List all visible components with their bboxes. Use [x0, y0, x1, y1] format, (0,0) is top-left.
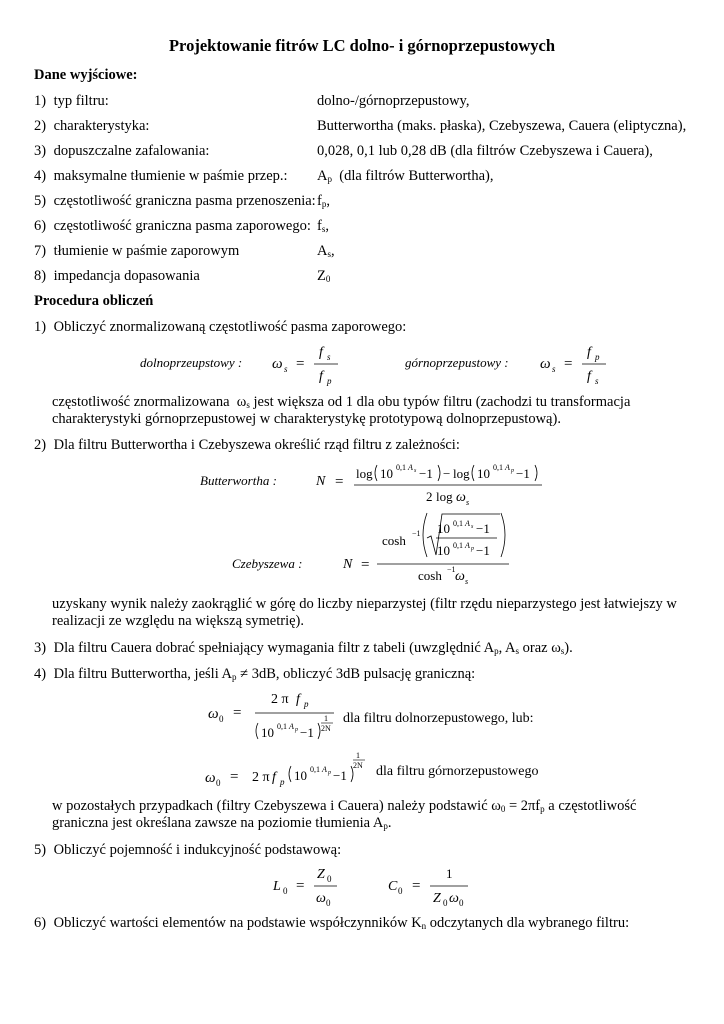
svg-text:2N: 2N — [321, 724, 331, 733]
svg-text:ω: ω — [456, 490, 466, 505]
svg-text:−: − — [443, 466, 451, 481]
chebyshev-order-equation — [0, 508, 724, 588]
svg-text:2N: 2N — [353, 761, 363, 770]
svg-text:A: A — [408, 463, 413, 472]
list-item-value: $A_s$, — [317, 243, 335, 259]
svg-text:1: 1 — [324, 714, 328, 723]
svg-text:s: s — [284, 364, 288, 374]
svg-text:dla filtru górnorzepustowego: dla filtru górnorzepustowego — [376, 764, 539, 779]
step-6: 6) Obliczyć wartości elementów na podstawie współczynników $K_n$ odczytanych dla wybranego filtru: — [34, 915, 630, 931]
svg-text:0: 0 — [398, 886, 403, 896]
svg-text:−1: −1 — [419, 466, 433, 481]
svg-text:0: 0 — [459, 898, 464, 908]
svg-text:=: = — [361, 557, 370, 573]
svg-text:s: s — [471, 524, 474, 530]
svg-text:0,1: 0,1 — [453, 519, 463, 528]
svg-text:=: = — [564, 356, 573, 372]
svg-text:1: 1 — [446, 866, 453, 881]
svg-text:f: f — [272, 770, 276, 785]
svg-text:0,1: 0,1 — [396, 463, 406, 472]
svg-text:p: p — [328, 770, 331, 776]
svg-text:Z: Z — [433, 891, 441, 906]
svg-text:f: f — [587, 345, 591, 360]
normalized-frequency-equation — [0, 340, 724, 388]
list-item: 3) dopuszczalne zafalowania: — [34, 143, 210, 159]
svg-text:0: 0 — [219, 714, 224, 724]
step-4: 4) Dla filtru Butterwortha, jeśli $A_p \ne 3dB$, obliczyć 3dB pulsację graniczną: — [34, 666, 476, 682]
step-4-note-line-2: graniczna jest określana zawsze na poziomie tłumienia $A_p$. — [52, 815, 392, 831]
svg-text:0: 0 — [327, 874, 332, 884]
svg-text:górnoprzepustowy :: górnoprzepustowy : — [405, 355, 509, 370]
svg-text:10: 10 — [477, 466, 490, 481]
list-item-value: $f_s$, — [317, 218, 329, 234]
svg-text:ω: ω — [316, 891, 326, 906]
svg-text:=: = — [296, 878, 305, 894]
svg-text:s: s — [327, 352, 331, 362]
svg-text:cosh: cosh — [382, 533, 406, 548]
svg-text:0: 0 — [326, 898, 331, 908]
list-item: 6) częstotliwość graniczna pasma zaporowego: — [34, 218, 311, 234]
svg-text:p: p — [304, 699, 309, 709]
svg-text:C: C — [388, 879, 398, 894]
svg-text:ω: ω — [540, 356, 551, 372]
svg-text:0,1: 0,1 — [493, 463, 503, 472]
svg-text:0: 0 — [216, 778, 221, 788]
svg-text:10: 10 — [380, 466, 393, 481]
svg-text:=: = — [233, 705, 242, 721]
list-item-value: dolno-/górnoprzepustowy, — [317, 93, 470, 109]
list-item: 8) impedancja dopasowania — [34, 268, 200, 284]
list-item-value: $A_p$ (dla filtrów Butterwortha), — [317, 168, 494, 184]
svg-text:N: N — [316, 474, 326, 489]
svg-text:A: A — [465, 519, 470, 528]
list-item: 4) maksymalne tłumienie w paśmie przep.: — [34, 168, 288, 184]
svg-text:−1: −1 — [412, 529, 421, 538]
svg-text:ω: ω — [208, 706, 219, 722]
svg-text:−1: −1 — [300, 725, 314, 740]
svg-text:=: = — [412, 878, 421, 894]
list-item: 1) typ filtru: — [34, 93, 109, 109]
svg-text:s: s — [465, 577, 469, 586]
svg-text:f: f — [587, 369, 591, 384]
step-4-note-line-1: w pozostałych przypadkach (filtry Czebyszewa i Cauera) należy podstawić $\omega_0 = 2\pi f_p$ a częstotliwość — [52, 798, 637, 814]
svg-text:p: p — [295, 727, 298, 733]
svg-text:0,1: 0,1 — [453, 541, 463, 550]
svg-text:=: = — [296, 356, 305, 372]
svg-text:p: p — [471, 546, 474, 552]
procedure-heading: Procedura obliczeń — [34, 293, 154, 309]
svg-text:ω: ω — [455, 569, 465, 584]
svg-text:=: = — [230, 769, 239, 785]
svg-text:p: p — [511, 468, 514, 474]
step-1-note-line-1: częstotliwość znormalizowana $\omega_s$ jest większa od 1 dla obu typów filtru (zachodzi tu transformacja — [52, 394, 631, 410]
svg-text:p: p — [327, 376, 332, 386]
svg-text:log: log — [436, 489, 453, 504]
step-1-note-line-2: charakterystyki górnoprzepustowej w charakterystykę prototypową dolnoprzepustową). — [52, 411, 561, 427]
list-item: 2) charakterystyka: — [34, 118, 150, 134]
list-item-value: $f_p$, — [317, 193, 330, 209]
svg-text:−1: −1 — [476, 543, 490, 558]
svg-text:ω: ω — [272, 356, 283, 372]
svg-text:f: f — [296, 692, 300, 707]
svg-text:10: 10 — [437, 521, 450, 536]
list-item-value: $Z_0$ — [317, 268, 331, 284]
svg-text:ω: ω — [449, 891, 459, 906]
svg-text:10: 10 — [261, 725, 274, 740]
svg-text:2 π: 2 π — [271, 692, 289, 707]
svg-text:dla filtru dolnorzepustowego,: dla filtru dolnorzepustowego, lub: — [343, 711, 534, 726]
svg-text:Z: Z — [317, 867, 325, 882]
svg-text:2 π: 2 π — [252, 770, 270, 785]
svg-text:L: L — [273, 879, 281, 894]
page-title: Projektowanie fitrów LC dolno- i górnoprzepustowych — [168, 36, 556, 55]
svg-text:−1: −1 — [516, 466, 530, 481]
svg-text:0,1: 0,1 — [277, 722, 287, 731]
svg-text:2: 2 — [426, 489, 433, 504]
svg-text:=: = — [335, 474, 344, 490]
svg-text:−1: −1 — [333, 768, 347, 783]
svg-text:s: s — [552, 364, 556, 374]
highpass-cutoff-equation — [0, 750, 724, 790]
svg-text:s: s — [414, 468, 417, 474]
step-2-note-line-2: realizacji ze względu na większą symetrię). — [52, 613, 305, 629]
step-2: 2) Dla filtru Butterwortha i Czebyszewa określić rząd filtru z zależności: — [34, 437, 460, 453]
svg-text:1: 1 — [356, 751, 360, 760]
svg-text:10: 10 — [294, 768, 307, 783]
step-5: 5) Obliczyć pojemność i indukcyjność podstawową: — [34, 842, 342, 858]
svg-text:0: 0 — [283, 886, 288, 896]
svg-text:A: A — [465, 541, 470, 550]
list-item: 7) tłumienie w paśmie zaporowym — [34, 243, 240, 259]
svg-text:A: A — [505, 463, 510, 472]
list-item: 5) częstotliwość graniczna pasma przenoszenia: — [34, 193, 316, 209]
svg-text:s: s — [466, 498, 470, 507]
svg-text:−1: −1 — [447, 565, 456, 574]
lowpass-cutoff-equation — [0, 686, 724, 748]
svg-text:0: 0 — [443, 898, 448, 908]
step-1: 1) Obliczyć znormalizowaną częstotliwość pasma zaporowego: — [34, 319, 407, 335]
input-data-heading: Dane wyjściowe: — [34, 67, 138, 83]
svg-text:p: p — [280, 777, 285, 787]
butterworth-order-equation — [0, 458, 724, 508]
list-item-value: Butterwortha (maks. płaska), Czebyszewa, Cauera (eliptyczna), — [317, 118, 687, 134]
svg-text:A: A — [322, 765, 327, 774]
svg-text:f: f — [319, 345, 323, 360]
svg-text:log: log — [453, 466, 470, 481]
svg-text:ω: ω — [205, 770, 216, 786]
list-item-value: 0,028, 0,1 lub 0,28 dB (dla filtrów Czebyszewa i Cauera), — [317, 143, 653, 159]
svg-text:Czebyszewa :: Czebyszewa : — [232, 556, 303, 571]
svg-text:A: A — [289, 722, 294, 731]
svg-text:p: p — [595, 352, 600, 362]
svg-text:Butterwortha :: Butterwortha : — [200, 473, 277, 488]
svg-text:10: 10 — [437, 543, 450, 558]
step-2-note-line-1: uzyskany wynik należy zaokrąglić w górę do liczby nieparzystej (filtr rzędu nieparzystego jest łatwiejszy w — [52, 596, 677, 612]
svg-text:0,1: 0,1 — [310, 765, 320, 774]
svg-text:−1: −1 — [476, 521, 490, 536]
svg-text:log: log — [356, 466, 373, 481]
svg-text:dolnoprzeupstowy :: dolnoprzeupstowy : — [140, 355, 243, 370]
svg-text:cosh: cosh — [418, 568, 442, 583]
svg-text:s: s — [595, 376, 599, 386]
svg-text:N: N — [343, 557, 353, 572]
base-lc-equation — [0, 862, 724, 910]
step-3: 3) Dla filtru Cauera dobrać spełniający wymagania filtr z tabeli (uwzględnić $A_p$, $A_s$ oraz $\omega_s$). — [34, 640, 573, 656]
svg-text:f: f — [319, 369, 323, 384]
